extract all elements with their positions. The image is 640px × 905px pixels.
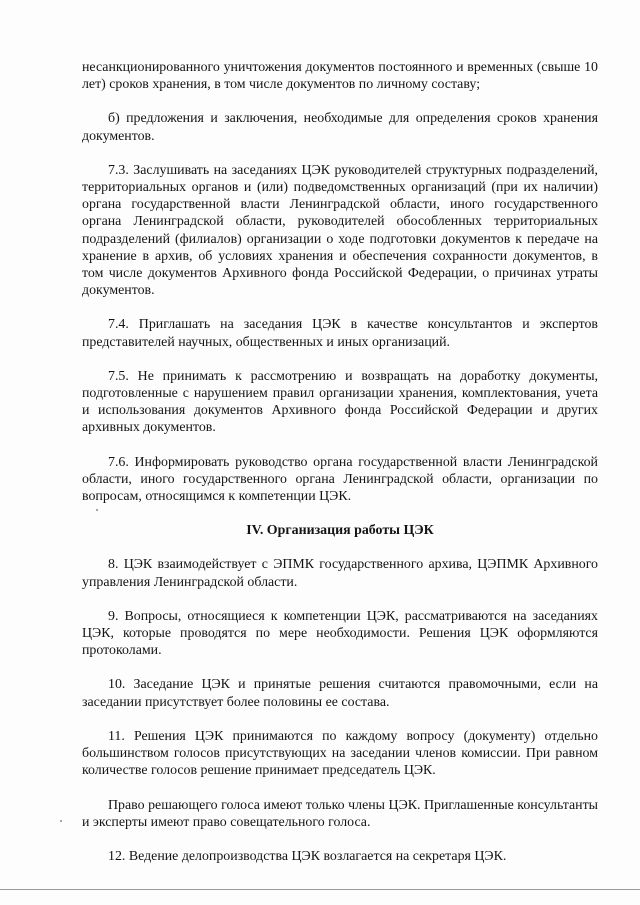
paragraph-7-4: 7.4. Приглашать на заседания ЦЭК в качестве консультантов и экспертов представителей научных, общественных и иных организаций. (82, 317, 598, 350)
paragraph-9: 9. Вопросы, относящиеся к компетенции ЦЭК, рассматриваются на заседаниях ЦЭК, которые проводятся по мере необходимости. Решения ЦЭК оформляются протоколами. (82, 608, 598, 659)
paragraph-b: б) предложения и заключения, необходимые для определения сроков хранения документов. (82, 111, 598, 144)
page-bottom-edge (0, 889, 640, 890)
paragraph-7-5: 7.5. Не принимать к рассмотрению и возвращать на доработку документы, подготовленные с нарушением правил организации хранения, комплектования, учета и использования документов Архивного фонда Российской Федерации и других архивных документов. (82, 368, 598, 436)
paragraph-11: 11. Решения ЦЭК принимаются по каждому вопросу (документу) отдельно большинством голосов присутствующих на заседании членов комиссии. При равном количестве голосов решение принимает председатель ЦЭК. (82, 728, 598, 779)
paragraph-12: 12. Ведение делопроизводства ЦЭК возлагается на секретаря ЦЭК. (108, 848, 507, 864)
document-body (82, 59, 598, 882)
paragraph-8: 8. ЦЭК взаимодействует с ЭПМК государственного архива, ЦЭПМК Архивного управления Ленинградской области. (82, 557, 598, 590)
paragraph-continuation: несанкционированного уничтожения документов постоянного и временных (свыше 10 лет) сроков хранения, в том числе документов по личному составу; (82, 60, 598, 93)
scan-speck (60, 820, 62, 822)
paragraph-7-6: 7.6. Информировать руководство органа государственной власти Ленинградской области, иного государственного органа Ленинградской области, организации по вопросам, относящимся к компетенции ЦЭК. (82, 454, 598, 505)
scan-speck (96, 509, 98, 511)
paragraph-7-3: 7.3. Заслушивать на заседаниях ЦЭК руководителей структурных подразделений, территориальных органов и (или) подведомственных организаций (при их наличии) органа государственной власти Ленинградской области, иного государственного органа Ленинградской области, руководителей обособленных территориальных подразделений (филиалов) организации о ходе подготовки документов к передаче на хранение в архив, об условиях хранения и обеспечения сохранности документов, в том числе документов Архивного фонда Российской Федерации, о причинах утраты документов. (82, 162, 598, 299)
section-heading: IV. Организация работы ЦЭК (246, 523, 434, 539)
paragraph-10: 10. Заседание ЦЭК и принятые решения считаются правомочными, если на заседании присутствует более половины ее состава. (82, 677, 598, 710)
paragraph-voting-right: Право решающего голоса имеют только члены ЦЭК. Приглашенные консультанты и эксперты имеют право совещательного голоса. (82, 797, 598, 830)
